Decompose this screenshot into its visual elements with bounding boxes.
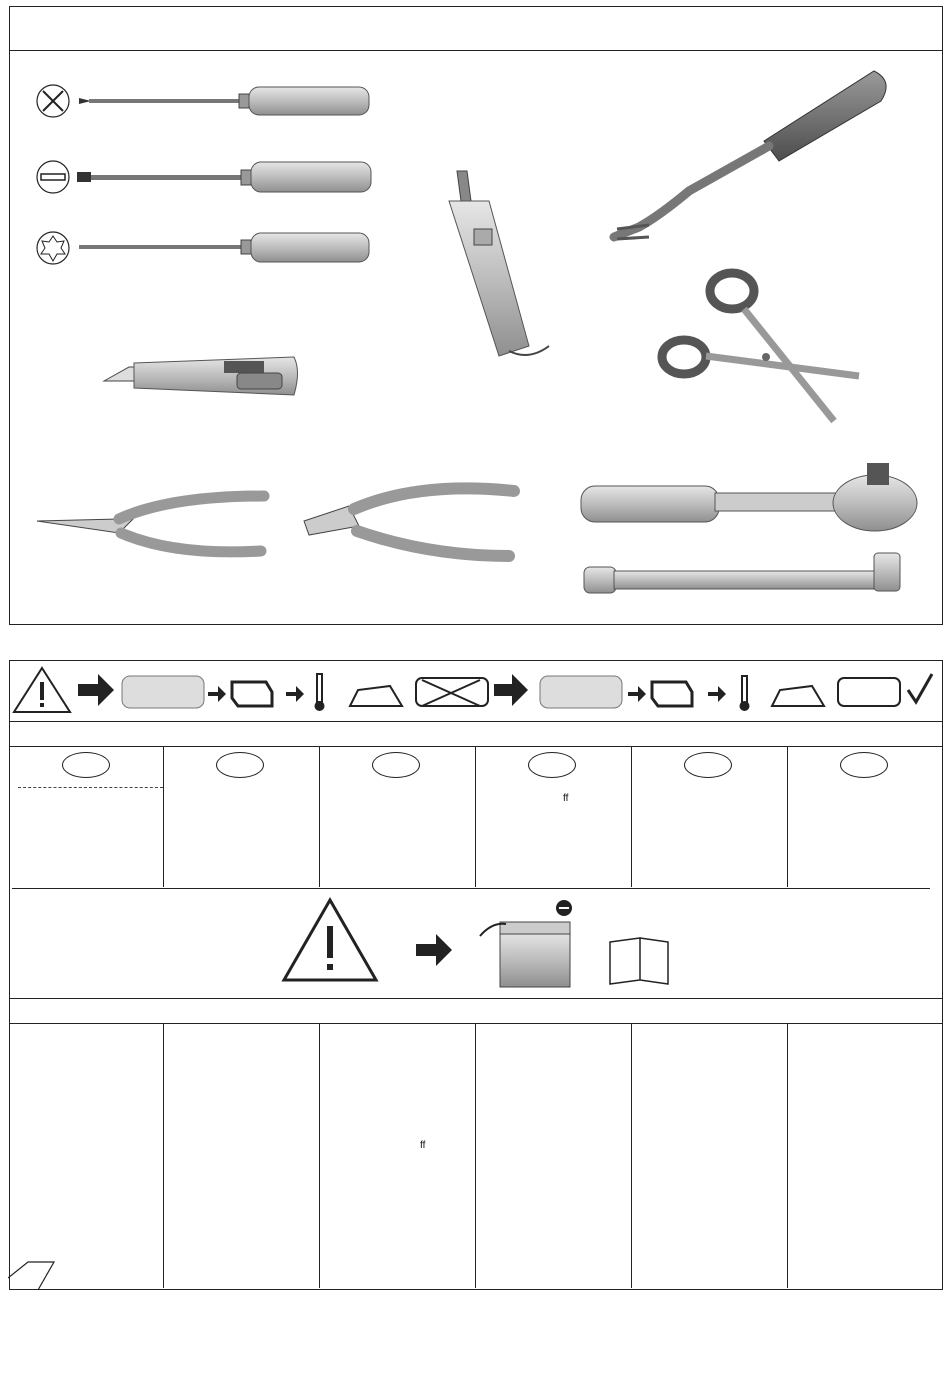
socket-extension-icon (584, 553, 900, 593)
col-marker-1: ff (563, 793, 569, 804)
battery-warning-illustration (280, 892, 680, 992)
language-oval-1 (62, 752, 110, 778)
car-trailer-icon (772, 678, 900, 706)
pliers-icon (37, 496, 264, 552)
utility-knife-icon (104, 357, 298, 395)
language-oval-2 (216, 752, 264, 778)
col-line (631, 747, 632, 887)
phillips-screwdriver-icon (37, 85, 369, 117)
col-line (163, 747, 164, 887)
col-line (475, 747, 476, 887)
side-cutters-icon (304, 488, 514, 556)
engine-icon-2 (652, 682, 692, 706)
col-line (787, 747, 788, 887)
minus-terminal-icon (556, 900, 572, 916)
check-icon (908, 674, 932, 702)
trim-removal-tool-icon (614, 71, 886, 239)
tools-illustration (9, 51, 943, 624)
language-oval-5 (684, 752, 732, 778)
arrow-small-icon (208, 686, 226, 702)
col-line (319, 747, 320, 887)
procedure-icon-row (10, 662, 942, 718)
battery-icon (480, 922, 570, 987)
col-marker-2: ff (420, 1140, 426, 1151)
page-corner-mark (8, 1258, 58, 1292)
language-oval-6 (840, 752, 888, 778)
manual-book-icon (610, 938, 668, 984)
arrow-icon-2 (494, 674, 528, 706)
col-line (787, 1024, 788, 1288)
car-front-icon-2 (540, 676, 622, 708)
car-trailer-crossed-icon (350, 678, 488, 706)
flat-screwdriver-icon (37, 161, 371, 193)
warning-icon (14, 668, 70, 712)
torx-screwdriver-icon (37, 232, 369, 264)
ratchet-wrench-icon (581, 463, 917, 531)
car-front-icon (122, 676, 204, 708)
dotted-separator (18, 787, 163, 788)
col-line (319, 1024, 320, 1288)
col-line (163, 1024, 164, 1288)
col-line (475, 1024, 476, 1288)
voltage-tester-icon (449, 171, 549, 356)
temperature-icon (315, 674, 325, 711)
arrow-small-icon-2 (286, 686, 304, 702)
row1-header (9, 721, 943, 747)
arrow-icon (78, 674, 114, 706)
arrow-small-icon-4 (708, 686, 726, 702)
scissors-icon (662, 273, 859, 421)
temperature-icon-2 (740, 676, 750, 711)
engine-icon (232, 682, 272, 706)
arrow-icon (416, 934, 452, 966)
section-divider (12, 888, 930, 889)
arrow-small-icon-3 (628, 686, 646, 702)
col-line (631, 1024, 632, 1288)
warning-icon (284, 900, 376, 980)
language-oval-3 (372, 752, 420, 778)
row2-header (9, 998, 943, 1024)
language-oval-4 (528, 752, 576, 778)
